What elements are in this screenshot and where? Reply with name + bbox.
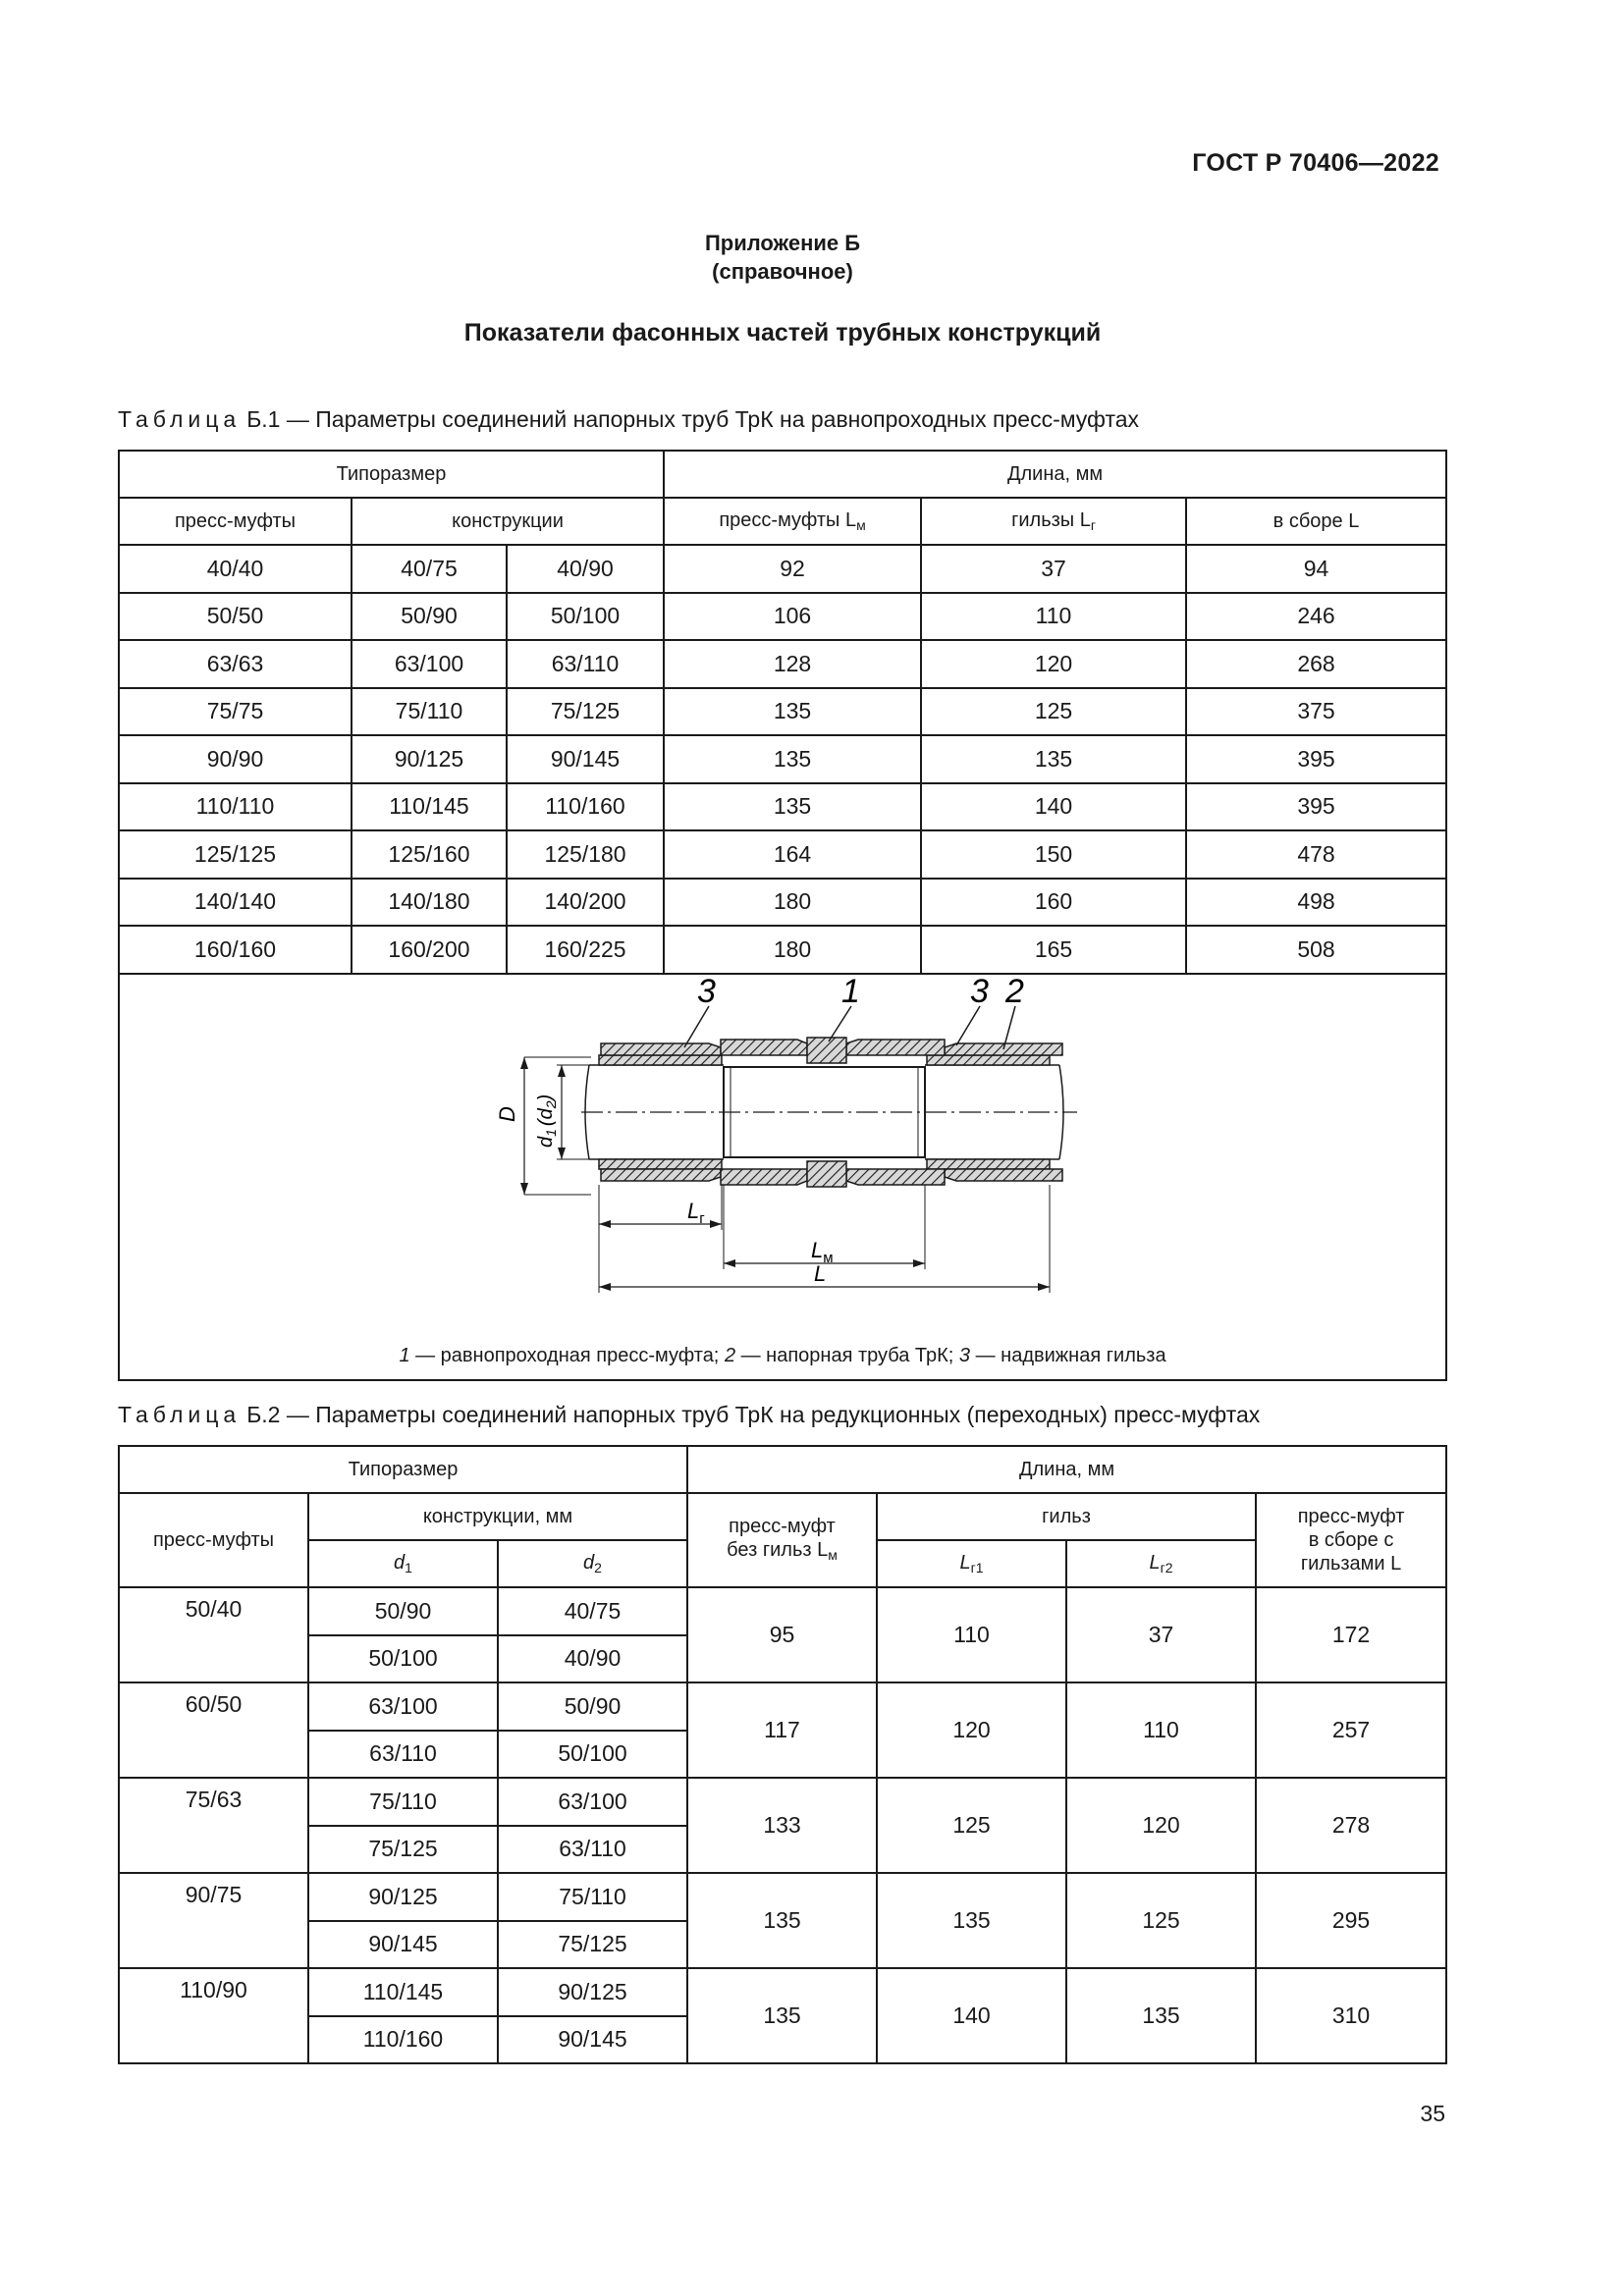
table1-header-size: Типоразмер	[119, 451, 664, 498]
table1-cell-len-coupling: 92	[664, 545, 921, 593]
table1-cell-coupling: 75/75	[119, 688, 352, 736]
figure-cell	[119, 974, 1446, 1380]
coupling-drawing	[120, 975, 1446, 1338]
table1-cell-coupling: 90/90	[119, 735, 352, 783]
table2-cell-d2: 50/90	[498, 1682, 687, 1731]
appendix-title: Приложение Б	[704, 231, 861, 255]
table1-cell-len-assembly: 478	[1186, 830, 1446, 879]
table2-cell-d1: 90/145	[308, 1921, 498, 1969]
table2-header-length: Длина, мм	[687, 1446, 1446, 1493]
table1-cell-len-assembly: 246	[1186, 593, 1446, 641]
table2-header-row-2	[119, 1493, 1446, 1540]
table2-header-d1: $d_1$	[308, 1540, 498, 1587]
table1-row	[119, 926, 1446, 974]
table1-header-len-sleeve: гильзы $L_г$	[921, 498, 1186, 545]
table2-cell-d1: 90/125	[308, 1873, 498, 1921]
table1-cell-len-sleeve: 150	[921, 830, 1186, 879]
table2-cell-d1: 75/110	[308, 1778, 498, 1826]
table1-cell-len-assembly: 508	[1186, 926, 1446, 974]
table2-cell-assembly: 257	[1256, 1682, 1446, 1778]
table1-caption-text: Б.1 — Параметры соединений напорных труб ТрК на равнопроходных пресс-муфтах	[246, 406, 1140, 432]
table1-cell-len-coupling: 135	[664, 783, 921, 831]
table2-cell-lg2: 37	[1066, 1587, 1256, 1682]
dim-label-D: D	[495, 1105, 519, 1122]
table1-header-construction: конструкции	[352, 498, 664, 545]
table1-cell-construction-2: 63/110	[507, 640, 664, 688]
callout-2: 2	[1005, 974, 1024, 1010]
table2-cell-lg1: 140	[877, 1968, 1066, 2063]
table1-caption	[118, 406, 1139, 433]
table1-row	[119, 735, 1446, 783]
table1-header-coupling: пресс-муфты	[119, 498, 352, 545]
table2-cell-lm: 133	[687, 1778, 877, 1873]
table2-cell-lg2: 120	[1066, 1778, 1256, 1873]
table2-header-assembly: пресс-муфт в сборе с гильзами L	[1256, 1493, 1446, 1587]
table1-cell-len-coupling: 135	[664, 688, 921, 736]
table1-row	[119, 879, 1446, 927]
table1-cell-len-coupling: 135	[664, 735, 921, 783]
table2-header-sleeves: гильз	[877, 1493, 1256, 1540]
table1-cell-construction-2: 110/160	[507, 783, 664, 831]
figure-legend: 1 — равнопроходная пресс-муфта; 2 — напорная труба ТрК; 3 — надвижная гильза	[399, 1344, 1166, 1366]
table2-row	[119, 1968, 1446, 2016]
table1-cell-construction-2: 50/100	[507, 593, 664, 641]
table2-cell-coupling: 75/63	[119, 1778, 308, 1873]
table1-header-row-1	[119, 451, 1446, 498]
table1-cell-coupling: 125/125	[119, 830, 352, 879]
table2-cell-coupling: 90/75	[119, 1873, 308, 1968]
table1-cell-len-coupling: 106	[664, 593, 921, 641]
table2-cell-lg1: 110	[877, 1587, 1066, 1682]
table2-header-lg2: $L_{г2}$	[1066, 1540, 1256, 1587]
table1-body	[119, 545, 1446, 974]
table2-cell-lg1: 120	[877, 1682, 1066, 1778]
table2-cell-coupling: 50/40	[119, 1587, 308, 1682]
page-number: 35	[1420, 2101, 1445, 2126]
table2-cell-d1: 110/160	[308, 2016, 498, 2064]
table1-cell-len-sleeve: 120	[921, 640, 1186, 688]
table1-cell-coupling: 110/110	[119, 783, 352, 831]
table1-cell-construction-2: 160/225	[507, 926, 664, 974]
table2-cell-lg2: 125	[1066, 1873, 1256, 1968]
table1-cell-construction-1: 63/100	[352, 640, 507, 688]
table1-cell-construction-2: 40/90	[507, 545, 664, 593]
table1-cell-len-assembly: 395	[1186, 783, 1446, 831]
table1-cell-construction-1: 125/160	[352, 830, 507, 879]
table1-cell-len-sleeve: 160	[921, 879, 1186, 927]
table1-header-length: Длина, мм	[664, 451, 1446, 498]
table2-caption	[118, 1402, 1260, 1428]
table2-cell-lg1: 135	[877, 1873, 1066, 1968]
table2-body	[119, 1587, 1446, 2063]
table1-row	[119, 593, 1446, 641]
table2-cell-lm: 135	[687, 1968, 877, 2063]
table2-header-coupling-no-sleeve: пресс-муфт без гильз $L_м$	[687, 1493, 877, 1587]
table2-row	[119, 1778, 1446, 1826]
table1-row	[119, 545, 1446, 593]
table1-cell-coupling: 40/40	[119, 545, 352, 593]
table1-cell-len-sleeve: 37	[921, 545, 1186, 593]
table1-header-len-coupling: пресс-муфты $L_м$	[664, 498, 921, 545]
table2-cell-d2: 90/145	[498, 2016, 687, 2064]
table1-header-len-assembly: в сборе L	[1186, 498, 1446, 545]
table2-cell-d1: 50/100	[308, 1635, 498, 1683]
table1-cell-construction-1: 140/180	[352, 879, 507, 927]
table2-cell-d1: 75/125	[308, 1826, 498, 1874]
table1-cell-len-assembly: 268	[1186, 640, 1446, 688]
table2-header-row-1	[119, 1446, 1446, 1493]
table1-cell-len-coupling: 180	[664, 926, 921, 974]
appendix-heading	[0, 229, 1565, 286]
table1-cell-construction-1: 40/75	[352, 545, 507, 593]
table1-cell-coupling: 160/160	[119, 926, 352, 974]
table2-caption-text: Б.2 — Параметры соединений напорных труб ТрК на редукционных (переходных) пресс-муфтах	[246, 1402, 1261, 1427]
table1-cell-len-coupling: 128	[664, 640, 921, 688]
table2-cell-lm: 117	[687, 1682, 877, 1778]
table1-cell-len-assembly: 395	[1186, 735, 1446, 783]
table1-cell-coupling: 140/140	[119, 879, 352, 927]
table1-cell-construction-2: 90/145	[507, 735, 664, 783]
table2-header-construction: конструкции, мм	[308, 1493, 687, 1540]
callout-3-left: 3	[697, 974, 716, 1010]
table1-cell-coupling: 50/50	[119, 593, 352, 641]
table1-cell-len-assembly: 498	[1186, 879, 1446, 927]
table2-header-d2: $d_2$	[498, 1540, 687, 1587]
table1-cell-coupling: 63/63	[119, 640, 352, 688]
dim-label-Lm: $L_м$	[811, 1237, 834, 1266]
dim-label-L: L	[814, 1260, 827, 1286]
table1-row	[119, 688, 1446, 736]
table1-cell-len-assembly: 375	[1186, 688, 1446, 736]
table2-cell-d1: 63/110	[308, 1731, 498, 1779]
callout-1: 1	[841, 974, 860, 1010]
table2-cell-d2: 63/100	[498, 1778, 687, 1826]
table2-cell-d1: 63/100	[308, 1682, 498, 1731]
table2-cell-lg2: 110	[1066, 1682, 1256, 1778]
table2-header-size: Типоразмер	[119, 1446, 687, 1493]
table2-header-coupling: пресс-муфты	[119, 1493, 308, 1587]
table2-caption-word: Таблица	[118, 1402, 242, 1427]
table1-cell-construction-2: 125/180	[507, 830, 664, 879]
table2-cell-assembly: 295	[1256, 1873, 1446, 1968]
dim-label-Lg: $L_г$	[687, 1198, 705, 1227]
table1-cell-len-sleeve: 140	[921, 783, 1186, 831]
table1-cell-len-sleeve: 125	[921, 688, 1186, 736]
table2-row	[119, 1682, 1446, 1731]
table2-cell-assembly: 172	[1256, 1587, 1446, 1682]
table2-cell-d2: 40/75	[498, 1587, 687, 1635]
table2-cell-lg2: 135	[1066, 1968, 1256, 2063]
table1-caption-word: Таблица	[118, 406, 242, 432]
table2-cell-lm: 135	[687, 1873, 877, 1968]
table1-cell-construction-1: 75/110	[352, 688, 507, 736]
appendix-subtitle: (справочное)	[712, 259, 853, 284]
table2-row	[119, 1587, 1446, 1635]
table1-header-row-2	[119, 498, 1446, 545]
table2-cell-d2: 63/110	[498, 1826, 687, 1874]
table1	[118, 450, 1447, 1381]
table2	[118, 1445, 1447, 2064]
table1-figure-row	[119, 974, 1446, 1380]
table1-cell-construction-2: 140/200	[507, 879, 664, 927]
table2-cell-d2: 75/110	[498, 1873, 687, 1921]
table2-cell-assembly: 278	[1256, 1778, 1446, 1873]
callout-3-right: 3	[970, 974, 989, 1010]
table1-cell-len-coupling: 180	[664, 879, 921, 927]
table1-cell-len-sleeve: 165	[921, 926, 1186, 974]
table1-row	[119, 830, 1446, 879]
pipe-drawing	[520, 1006, 1077, 1293]
table2-row	[119, 1873, 1446, 1921]
table2-cell-lm: 95	[687, 1587, 877, 1682]
table1-cell-len-coupling: 164	[664, 830, 921, 879]
table1-cell-construction-1: 110/145	[352, 783, 507, 831]
table1-cell-len-sleeve: 110	[921, 593, 1186, 641]
table2-cell-d2: 40/90	[498, 1635, 687, 1683]
document-code: ГОСТ Р 70406—2022	[1192, 149, 1439, 177]
dim-label-d1-d2: $d_1(d_2)$	[535, 1094, 559, 1148]
table1-cell-construction-1: 160/200	[352, 926, 507, 974]
table2-cell-assembly: 310	[1256, 1968, 1446, 2063]
table2-cell-d2: 50/100	[498, 1731, 687, 1779]
table1-cell-construction-2: 75/125	[507, 688, 664, 736]
table2-cell-d1: 110/145	[308, 1968, 498, 2016]
section-title: Показатели фасонных частей трубных конструкций	[463, 319, 1102, 347]
table2-cell-coupling: 110/90	[119, 1968, 308, 2063]
table2-cell-lg1: 125	[877, 1778, 1066, 1873]
table2-cell-d2: 75/125	[498, 1921, 687, 1969]
table1-row	[119, 640, 1446, 688]
table1-row	[119, 783, 1446, 831]
table2-cell-d1: 50/90	[308, 1587, 498, 1635]
table1-cell-construction-1: 90/125	[352, 735, 507, 783]
table2-cell-coupling: 60/50	[119, 1682, 308, 1778]
table1-cell-len-sleeve: 135	[921, 735, 1186, 783]
table2-header-lg1: $L_{г1}$	[877, 1540, 1066, 1587]
table1-cell-len-assembly: 94	[1186, 545, 1446, 593]
table2-cell-d2: 90/125	[498, 1968, 687, 2016]
table1-cell-construction-1: 50/90	[352, 593, 507, 641]
